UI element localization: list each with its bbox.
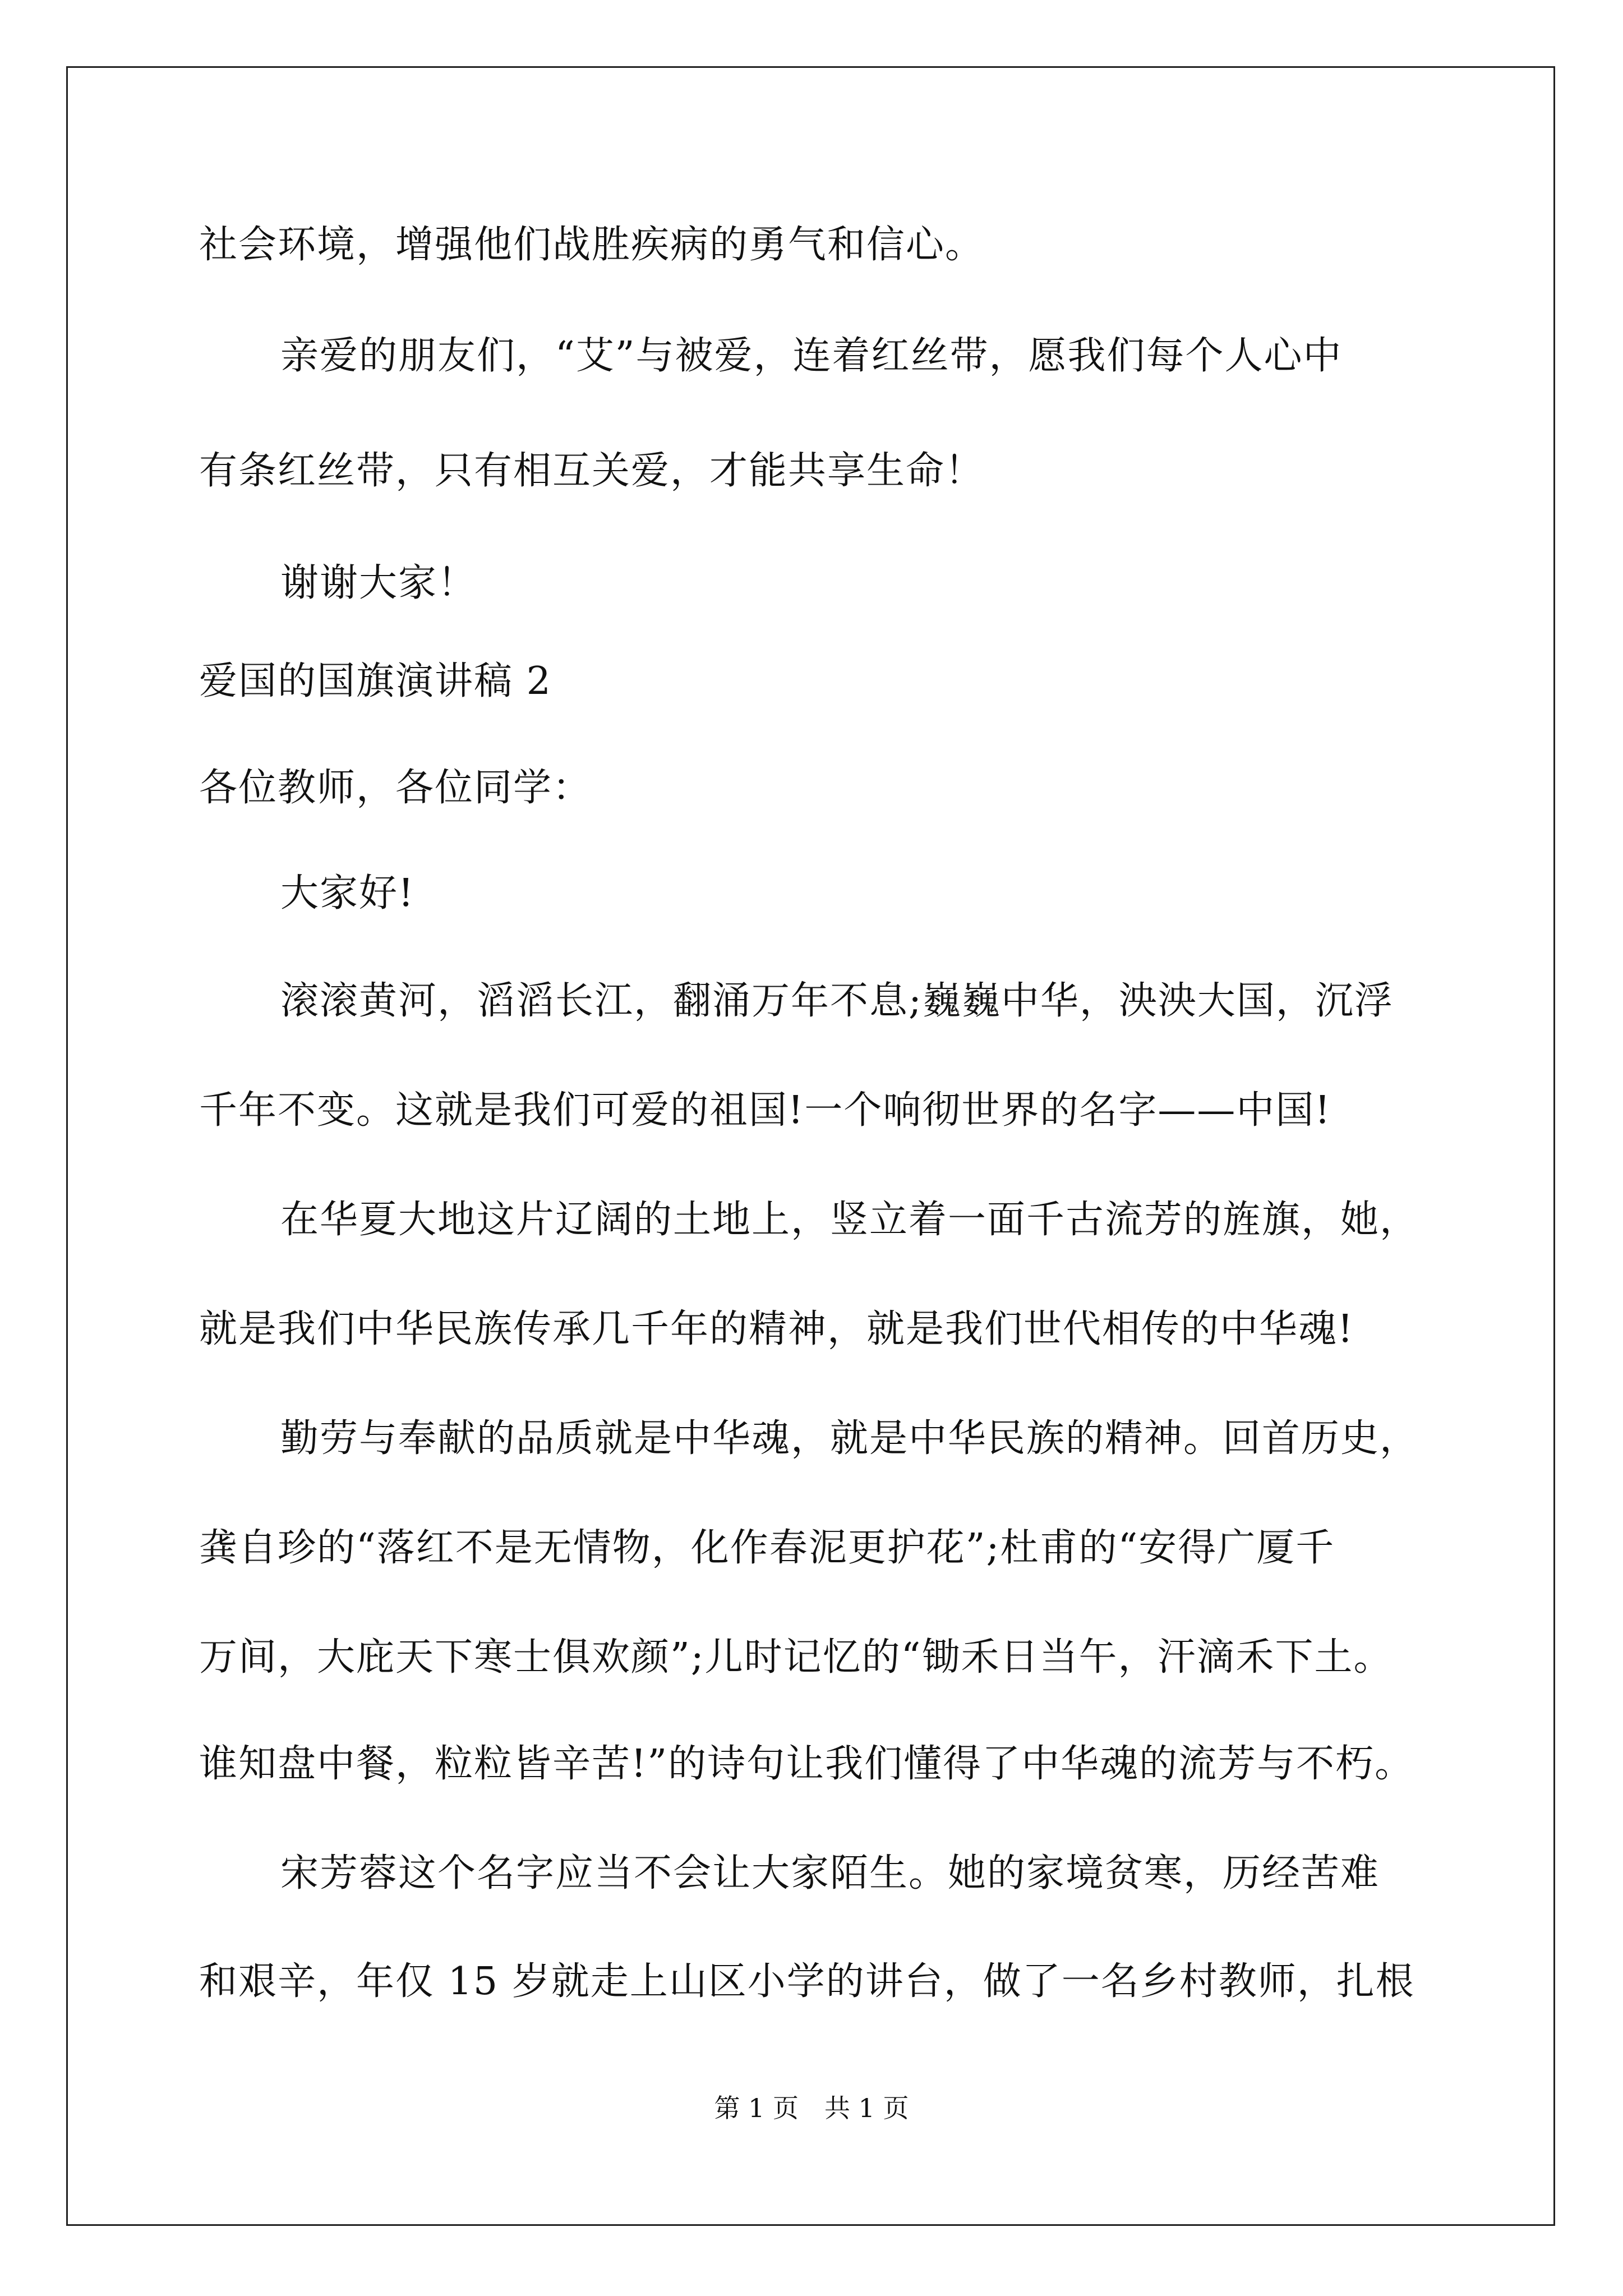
text-line-14: 万间，大庇天下寒士俱欢颜”;儿时记忆的“锄禾日当午，汗滴禾下土。 bbox=[199, 1635, 1393, 1680]
greeting: 大家好! bbox=[280, 871, 415, 915]
text-line-1: 社会环境，增强他们战胜疾病的勇气和信心。 bbox=[199, 223, 985, 267]
page-border bbox=[66, 66, 1555, 2226]
text-line-4: 谢谢大家！ bbox=[280, 561, 477, 605]
text-line-17: 和艰辛，年仅 15 岁就走上山区小学的讲台，做了一名乡村教师，扎根 bbox=[199, 1959, 1415, 2004]
text-line-15: 谁知盘中餐，粒粒皆辛苦!”的诗句让我们懂得了中华魂的流芳与不朽。 bbox=[199, 1742, 1414, 1786]
text-line-16: 宋芳蓉这个名字应当不会让大家陌生。她的家境贫寒，历经苦难 bbox=[280, 1851, 1380, 1895]
text-line-9: 千年不变。这就是我们可爱的祖国!一个响彻世界的名字——中国! bbox=[199, 1088, 1331, 1133]
text-line-8: 滚滚黄河，滔滔长江，翻涌万年不息;巍巍中华，泱泱大国，沉浮 bbox=[280, 979, 1394, 1023]
page-footer: 第 1 页 共 1 页 bbox=[714, 2093, 909, 2123]
text-line-10: 在华夏大地这片辽阔的土地上，竖立着一面千古流芳的旌旗，她， bbox=[280, 1198, 1419, 1242]
text-line-3: 有条红丝带，只有相互关爱，才能共享生命！ bbox=[199, 449, 985, 493]
text-line-11: 就是我们中华民族传承几千年的精神，就是我们世代相传的中华魂! bbox=[199, 1307, 1354, 1351]
salutation: 各位教师，各位同学： bbox=[199, 766, 592, 810]
text-line-12: 勤劳与奉献的品质就是中华魂，就是中华民族的精神。回首历史， bbox=[280, 1416, 1419, 1461]
text-line-2: 亲爱的朋友们，“艾”与被爱，连着红丝带，愿我们每个人心中 bbox=[280, 334, 1343, 378]
text-line-13: 龚自珍的“落红不是无情物，化作春泥更护花”;杜甫的“安得广厦千 bbox=[199, 1526, 1335, 1570]
section-heading: 爱国的国旗演讲稿 2 bbox=[199, 659, 552, 703]
